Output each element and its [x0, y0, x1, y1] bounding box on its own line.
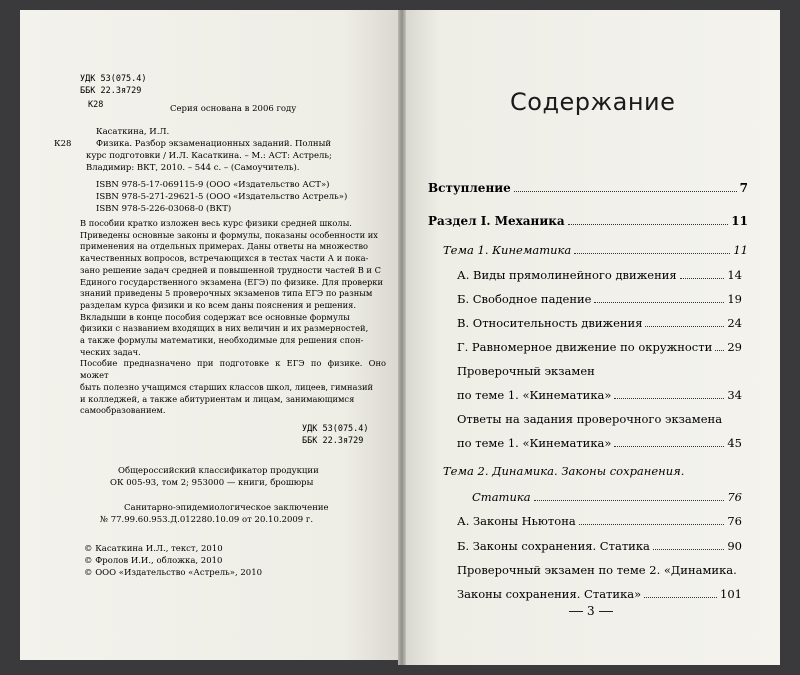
toc-entry [457, 587, 742, 601]
abstract-line: Приведены основные законы и формулы, показаны особенности их [80, 229, 378, 240]
toc-entry-page: 29 [727, 340, 742, 354]
toc-entry-label: по теме 1. «Кинематика» [457, 388, 612, 402]
udk-code: УДК 53(075.4) [80, 74, 147, 84]
toc-entry [457, 514, 742, 528]
abstract-line: применения на отдельных примерах. Даны ответы на множество [80, 241, 369, 252]
author-code-2: К28 [54, 139, 72, 149]
bbk-code-2: ББК 22.3я729 [302, 436, 364, 446]
copyright-line: © ООО «Издательство «Астрель», 2010 [84, 568, 263, 578]
toc-entry-label: Проверочный экзамен [457, 364, 595, 378]
toc-entry-page: 14 [727, 268, 742, 282]
toc-entry-label: по теме 1. «Кинематика» [457, 436, 612, 450]
toc-leader [579, 524, 725, 525]
toc-entry-page: 45 [727, 436, 742, 450]
author-name: Касаткина, И.Л. [96, 127, 170, 137]
toc-leader [715, 350, 724, 351]
toc-entry-label: А. Виды прямолинейного движения [457, 268, 677, 282]
abstract-line: ческих задач. [80, 346, 141, 357]
toc-entry [457, 340, 742, 354]
abstract-line: зано решение задач средней и повышенной трудности частей В и С [80, 264, 381, 275]
toc-entry-page: 11 [731, 214, 748, 228]
toc-leader [653, 549, 724, 550]
toc-leader [645, 326, 724, 327]
toc-entry [457, 316, 742, 330]
toc-entry-page: 19 [727, 292, 742, 306]
abstract-line: Вкладыши в конце пособия содержат все основные формулы [80, 311, 350, 322]
toc-entry-label: Б. Свободное падение [457, 292, 592, 306]
isbn-2: ISBN 978-5-271-29621-5 (ООО «Издательство Астрель») [96, 192, 348, 202]
toc-entry [457, 436, 742, 450]
abstract-line: физики с названием входящих в них величин и их размерностей, [80, 323, 369, 334]
abstract-line: а также формулы математики, необходимые для решения спон- [80, 335, 364, 346]
toc-entry-page: 101 [720, 587, 742, 601]
toc-entry-page: 76 [727, 490, 742, 504]
classifier-line-1: Общероссийский классификатор продукции [118, 466, 319, 476]
toc-entry-label: Тема 2. Динамика. Законы сохранения. [443, 464, 685, 478]
toc-leader [568, 224, 729, 225]
abstract [80, 218, 386, 417]
copyright-line: © Касаткина И.Л., текст, 2010 [84, 544, 223, 554]
isbn-3: ISBN 978-5-226-03068-0 (ВКТ) [96, 204, 232, 214]
toc-entry [457, 539, 742, 553]
series-note: Серия основана в 2006 году [170, 104, 297, 114]
toc-entry [472, 490, 742, 504]
toc-entry [457, 268, 742, 282]
abstract-line: самообразованием. [80, 405, 166, 416]
toc-leader [574, 253, 730, 254]
copyright-line: © Фролов И.И., обложка, 2010 [84, 556, 223, 566]
bbk-code: ББК 22.3я729 [80, 86, 142, 96]
toc-entry-page: 90 [727, 539, 742, 553]
toc-entry-label: Раздел I. Механика [428, 214, 565, 228]
abstract-line: разделам курса физики и ко всем даны пояснения и решения. [80, 299, 357, 310]
toc-leader [614, 446, 724, 447]
page-number: 3 [565, 604, 617, 618]
toc-leader [514, 191, 737, 192]
toc-leader [614, 398, 724, 399]
author-code: К28 [88, 100, 104, 110]
toc-leader [594, 302, 724, 303]
classifier-line-2: ОК 005-93, том 2; 953000 — книги, брошюры [110, 478, 314, 488]
toc-entry-label: Ответы на задания проверочного экзамена [457, 412, 723, 426]
abstract-line: Пособие предназначено при подготовке к ЕГЭ по физике. Оно может [80, 358, 386, 381]
toc-entry [457, 388, 742, 402]
toc-entry-page: 24 [727, 316, 742, 330]
toc-entry-label: В. Относительность движения [457, 316, 643, 330]
sanitary-line-1: Санитарно-эпидемиологическое заключение [124, 503, 329, 513]
sanitary-line-2: № 77.99.60.953.Д.012280.10.09 от 20.10.2009 г. [100, 515, 314, 525]
toc-entry-label: Статика [472, 490, 531, 504]
toc-entry [443, 243, 748, 257]
toc-leader [680, 278, 725, 279]
bib-line-1: Физика. Разбор экзаменационных заданий. Полный [96, 139, 332, 149]
abstract-line: качественных вопросов, встречающихся в тестах части А и пока- [80, 253, 369, 264]
toc-leader [534, 500, 725, 501]
abstract-line: Единого государственного экзамена (ЕГЭ) по физике. Для проверки [80, 276, 384, 287]
abstract-line: В пособии кратко изложен весь курс физики средней школы. [80, 218, 352, 228]
toc-entry-label: Б. Законы сохранения. Статика [457, 539, 650, 553]
toc-entry-label: Вступление [428, 181, 511, 195]
toc-entry [428, 214, 748, 228]
bib-line-3: Владимир: ВКТ, 2010. – 544 с. – (Самоучитель). [86, 163, 300, 173]
toc-entry-label: Г. Равномерное движение по окружности [457, 340, 713, 354]
toc-entry-label: Проверочный экзамен по теме 2. «Динамика. [457, 563, 737, 577]
toc-entry-label: Законы сохранения. Статика» [457, 587, 642, 601]
toc-entry-label: Тема 1. Кинематика [443, 243, 572, 257]
toc-entry [428, 181, 748, 195]
toc-leader [644, 597, 717, 598]
isbn-1: ISBN 978-5-17-069115-9 (ООО «Издательство АСТ») [96, 180, 330, 190]
toc-entry-page: 7 [739, 181, 748, 195]
toc-entry-page: 76 [727, 514, 742, 528]
abstract-line: и колледжей, а также абитуриентам и лицам, занимающимся [80, 393, 355, 404]
abstract-line: знаний приведены 5 проверочных экзаменов типа ЕГЭ по разным [80, 288, 373, 299]
bib-line-2: курс подготовки / И.Л. Касаткина. – М.: АСТ: Астрель; [86, 151, 332, 161]
book-gutter [398, 10, 406, 665]
abstract-line: быть полезно учащимся старших классов школ, лицеев, гимназий [80, 381, 374, 392]
toc-entry [457, 292, 742, 306]
udk-code-2: УДК 53(075.4) [302, 424, 369, 434]
toc-entry-label: А. Законы Ньютона [457, 514, 576, 528]
toc-entry-page: 34 [727, 388, 742, 402]
toc-title: Содержание [510, 88, 676, 116]
toc-entry-page: 11 [733, 243, 748, 257]
